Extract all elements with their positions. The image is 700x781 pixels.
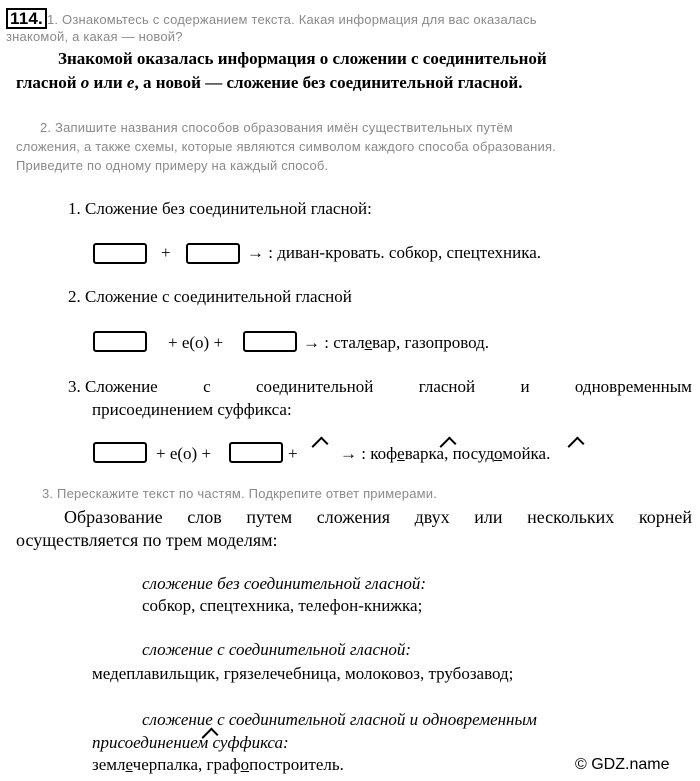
method1-root-box-1 bbox=[93, 243, 147, 264]
task1-answer-line2: гласной о или е, а новой — сложение без соединительной гласной. bbox=[16, 73, 523, 92]
task3-intro-line2: осуществляется по трем моделям: bbox=[16, 530, 278, 550]
task1-question bbox=[6, 8, 696, 44]
task1-question-line1: 1. Ознакомьтесь с содержанием текста. Какая информация для вас оказалась bbox=[46, 12, 537, 27]
method3-examples: → : кофеварка, посудомойка. bbox=[340, 444, 551, 463]
task3-intro-line1: Образование слов путем сложения двух или нескольких корней bbox=[64, 507, 692, 527]
task2-question-line3: Приведите по одному примеру на каждый способ. bbox=[16, 158, 329, 173]
connecting-vowel-o: о bbox=[494, 444, 503, 463]
connecting-vowel-e: е bbox=[125, 755, 133, 774]
method3-title-line1: 3. Сложение с соединительной гласной и одновременным bbox=[68, 377, 692, 396]
task2-question-line1: 2. Запишите названия способов образования имён существительных путём bbox=[40, 120, 513, 135]
method3-root-box-2 bbox=[229, 442, 283, 463]
suffix-symbol-icon bbox=[312, 437, 329, 454]
method2-root-box-1 bbox=[93, 331, 147, 352]
model2-title: сложение с соединительной гласной: bbox=[142, 640, 412, 659]
model3-title-line2: присоединением суффикса: bbox=[92, 733, 289, 752]
suffix-mark-icon-2 bbox=[568, 437, 585, 454]
method3-root-box-1 bbox=[93, 442, 147, 463]
model3-examples: землечерпалка, графопостроитель. bbox=[92, 755, 344, 774]
task2-question bbox=[16, 118, 692, 175]
model2-examples: медеплавильщик, грязелечебница, молоковоз, трубозавод; bbox=[92, 664, 514, 683]
method3-connector2: + bbox=[288, 444, 298, 463]
method2-title: 2. Сложение с соединительной гласной bbox=[68, 287, 352, 306]
task1-answer-line1: Знакомой оказалась информация о сложении с соединительной bbox=[58, 49, 547, 68]
method1-title: 1. Сложение без соединительной гласной: bbox=[68, 199, 372, 218]
method1-plus: + bbox=[161, 243, 171, 262]
method2-connector: + е(о) + bbox=[168, 333, 224, 352]
connecting-vowel-o: о bbox=[240, 755, 250, 774]
task3-question: 3. Перескажите текст по частям. Подкрепите ответ примерами. bbox=[42, 486, 438, 501]
connecting-vowel-e: е bbox=[364, 333, 373, 352]
method3-connector1: + е(о) + bbox=[156, 444, 212, 463]
method2-examples: → : сталевар, газопровод. bbox=[303, 333, 490, 352]
method3-title-line2: присоединением суффикса: bbox=[92, 400, 292, 419]
model1-title: сложение без соединительной гласной: bbox=[142, 574, 427, 593]
watermark: © GDZ.name bbox=[575, 756, 670, 773]
task1-question-line2: знакомой, а какая — новой? bbox=[6, 29, 183, 44]
task2-question-line2: сложения, а также схемы, которые являются символом каждого способа образования. bbox=[16, 139, 557, 154]
method1-examples: → : диван-кровать. собкор, спецтехника. bbox=[247, 243, 542, 262]
model3-title-line1: сложение с соединительной гласной и одновременным bbox=[142, 710, 537, 729]
connecting-vowel-e: е bbox=[397, 444, 405, 463]
model1-examples: собкор, спецтехника, телефон-книжка; bbox=[142, 596, 423, 615]
exercise-number: 114. bbox=[6, 8, 47, 29]
method2-root-box-2 bbox=[243, 331, 297, 352]
method1-root-box-2 bbox=[186, 243, 240, 264]
